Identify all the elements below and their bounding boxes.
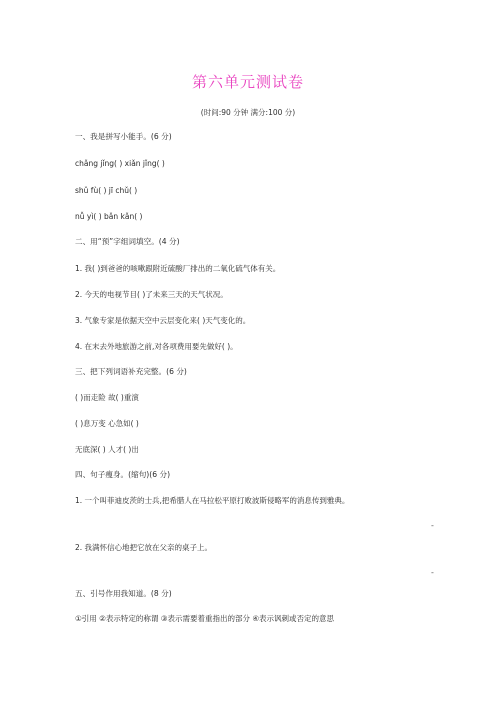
section-2-question-1: 1. 我( )到爸爸的咳嗽跟附近硫酸厂排出的二氧化硫气体有关。: [75, 264, 281, 273]
word-completion-line-2: ( )息万变 心急如( ): [75, 419, 139, 428]
section-2-heading: 二、用“预”字组词填空。(4 分): [75, 237, 180, 246]
section-1-heading: 一、我是拼写小能手。(6 分): [75, 132, 172, 141]
word-completion-line-3: 无底深( ) 人才( )出: [75, 445, 139, 454]
word-completion-line-1: ( )而走险 故( )重演: [75, 393, 139, 402]
page-title: 第六单元测试卷: [191, 73, 304, 91]
section-3-heading: 三、把下列词语补充完整。(6 分): [75, 367, 187, 376]
answer-line-mark-2: -: [431, 568, 434, 577]
pinyin-line-3: nǚ yì( ) bǎn kǎn( ): [75, 212, 143, 221]
section-2-question-3: 3. 气象专家是依据天空中云层变化来( )天气变化的。: [75, 316, 251, 325]
pinyin-line-1: chǎng jǐng( ) xiǎn jǐng( ): [75, 159, 165, 168]
pinyin-line-2: shǔ fù( ) jī chǔ( ): [75, 186, 138, 195]
exam-time-score: (时间:90 分钟 满分:100 分): [200, 108, 296, 117]
answer-line-mark-1: -: [431, 521, 434, 530]
section-2-question-2: 2. 今天的电视节目( )了未来三天的天气状况。: [75, 290, 228, 299]
quotation-usage-options: ①引用 ②表示特定的称谓 ③表示需要着重指出的部分 ④表示讽刺或否定的意思: [75, 614, 335, 623]
section-5-heading: 五、引号作用我知道。(8 分): [75, 589, 172, 598]
section-4-heading: 四、句子瘦身。(缩句)(6 分): [75, 470, 171, 479]
section-2-question-4: 4. 在末去外地旅游之前,对各项费用要先做好( )。: [75, 342, 238, 351]
section-4-question-1: 1. 一个叫菲迪皮茨的士兵,把希腊人在马拉松平原打败波斯侵略军的消息传到雅典。: [75, 496, 350, 505]
section-4-question-2: 2. 我满怀信心地把它放在父亲的桌子上。: [75, 543, 213, 552]
